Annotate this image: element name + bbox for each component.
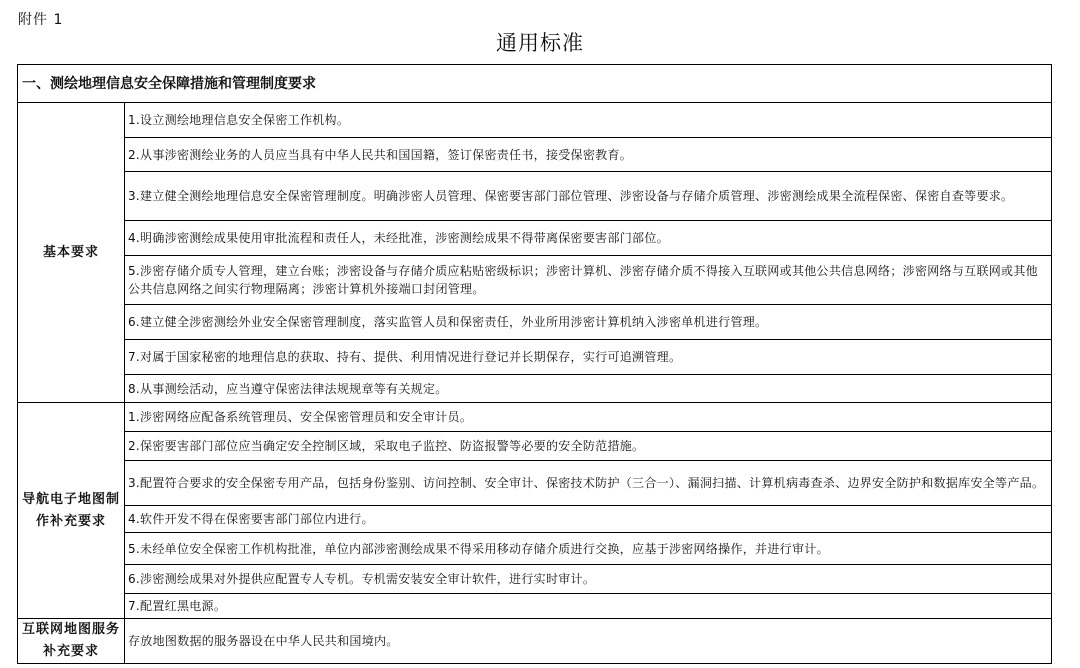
table-row	[18, 432, 1052, 461]
requirement-item: 8.从事测绘活动，应当遵守保密法律法规规章等有关规定。	[125, 375, 1052, 403]
category-basic: 基本要求	[18, 103, 125, 403]
requirement-item: 5.未经单位安全保密工作机构批准，单位内部涉密测绘成果不得采用移动存储介质进行交换，应基于涉密网络操作，并进行审计。	[125, 533, 1052, 565]
category-internet-map: 互联网地图服务补充要求	[18, 619, 125, 664]
requirement-item: 3.建立健全测绘地理信息安全保密管理制度。明确涉密人员管理、保密要害部门部位管理、涉密设备与存储介质管理、涉密测绘成果全流程保密、保密自查等要求。	[125, 172, 1052, 221]
requirement-item: 6.涉密测绘成果对外提供应配置专人专机。专机需安装安全审计软件，进行实时审计。	[125, 565, 1052, 594]
requirement-item: 1.设立测绘地理信息安全保密工作机构。	[125, 103, 1052, 138]
requirement-item: 7.对属于国家秘密的地理信息的获取、持有、提供、利用情况进行登记并长期保存，实行可追溯管理。	[125, 340, 1052, 375]
table-row	[18, 533, 1052, 565]
table-row	[18, 594, 1052, 619]
section-header-row	[18, 65, 1052, 103]
requirement-item: 2.保密要害部门部位应当确定安全控制区域，采取电子监控、防盗报警等必要的安全防范措施。	[125, 432, 1052, 461]
requirement-item: 存放地图数据的服务器设在中华人民共和国境内。	[125, 619, 1052, 664]
table-row	[18, 256, 1052, 305]
table-row	[18, 103, 1052, 138]
requirement-item: 4.软件开发不得在保密要害部门部位内进行。	[125, 506, 1052, 533]
table-row	[18, 138, 1052, 172]
table-row	[18, 221, 1052, 256]
requirement-item: 1.涉密网络应配备系统管理员、安全保密管理员和安全审计员。	[125, 403, 1052, 432]
table-row	[18, 340, 1052, 375]
table-row	[18, 565, 1052, 594]
requirement-item: 3.配置符合要求的安全保密专用产品，包括身份鉴别、访问控制、安全审计、保密技术防护（三合一）、漏洞扫描、计算机病毒查杀、边界安全防护和数据库安全等产品。	[125, 461, 1052, 506]
requirement-item: 4.明确涉密测绘成果使用审批流程和责任人，未经批准，涉密测绘成果不得带离保密要害部门部位。	[125, 221, 1052, 256]
table-row	[18, 403, 1052, 432]
standards-table	[17, 64, 1052, 664]
table-row	[18, 461, 1052, 506]
requirement-item: 5.涉密存储介质专人管理，建立台账；涉密设备与存储介质应粘贴密级标识；涉密计算机、涉密存储介质不得接入互联网或其他公共信息网络；涉密网络与互联网或其他公共信息网络之间实行物理隔离；涉密计算机外接端口封闭管理。	[125, 256, 1052, 305]
requirement-item: 7.配置红黑电源。	[125, 594, 1052, 619]
table-row	[18, 619, 1052, 664]
document-title: 通用标准	[496, 31, 584, 55]
table-row	[18, 375, 1052, 403]
category-navigation-map: 导航电子地图制作补充要求	[18, 403, 125, 619]
table-row	[18, 172, 1052, 221]
table-row	[18, 506, 1052, 533]
requirement-item: 6.建立健全涉密测绘外业安全保密管理制度，落实监管人员和保密责任，外业所用涉密计算机纳入涉密单机进行管理。	[125, 305, 1052, 340]
section-title: 一、测绘地理信息安全保障措施和管理制度要求	[18, 65, 1052, 103]
requirement-item: 2.从事涉密测绘业务的人员应当具有中华人民共和国国籍，签订保密责任书，接受保密教育。	[125, 138, 1052, 172]
annex-label: 附件 1	[18, 12, 64, 28]
table-row	[18, 305, 1052, 340]
